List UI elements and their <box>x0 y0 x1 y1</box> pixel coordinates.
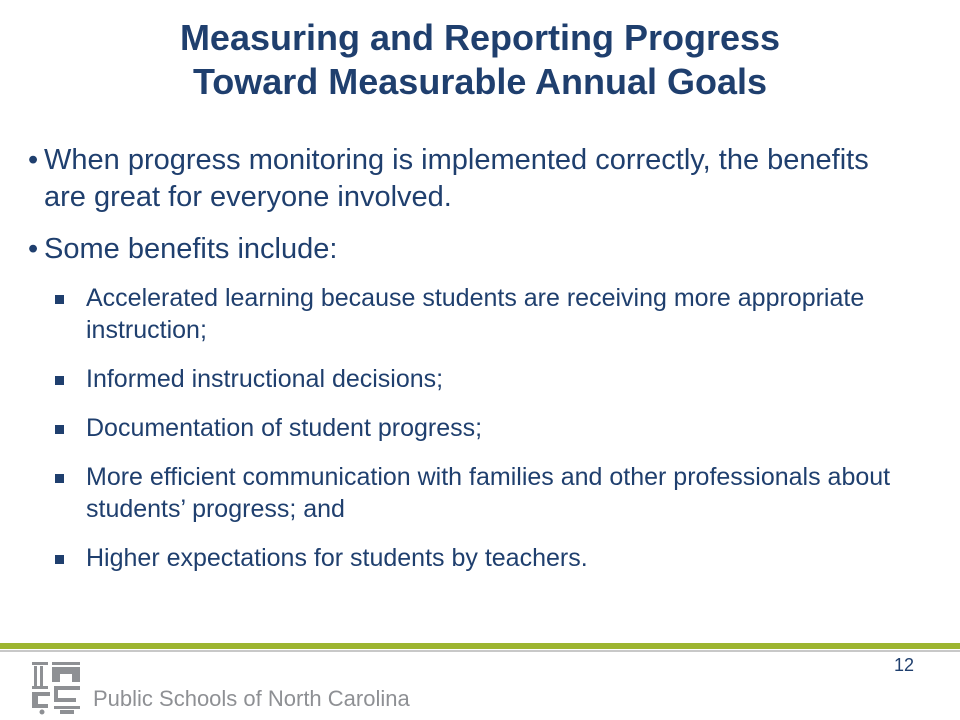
slide-title <box>0 16 960 104</box>
slide-title-line-2: Toward Measurable Annual Goals <box>192 61 768 102</box>
bullet-dot-icon: • <box>28 144 39 176</box>
bullet-text: When progress monitoring is implemented correctly, the benefits are great for everyone involved. <box>44 144 869 213</box>
page-number: 12 <box>893 655 914 675</box>
sub-bullet-text: Documentation of student progress; <box>86 414 483 442</box>
slide-title-line-1: Measuring and Reporting Progress <box>179 17 781 58</box>
square-bullet-icon <box>55 555 64 564</box>
sub-bullet-text: More efficient communication with families and other professionals about students’ progress; and <box>86 463 891 523</box>
square-bullet-icon <box>55 376 64 385</box>
sub-bullet-text: Higher expectations for students by teachers. <box>86 544 588 572</box>
slide-body <box>30 142 910 591</box>
bullet-text: Some benefits include: <box>44 233 338 265</box>
footer-divider <box>0 650 960 652</box>
sub-bullet-item <box>30 412 910 444</box>
square-bullet-icon <box>55 295 64 304</box>
sub-bullet-item <box>30 282 910 346</box>
square-bullet-icon <box>55 425 64 434</box>
sub-bullet-item <box>30 363 910 395</box>
sub-bullet-item <box>30 461 910 525</box>
sub-bullet-item <box>30 542 910 574</box>
nc-dpi-logo-icon <box>30 660 82 715</box>
sub-bullet-text: Accelerated learning because students are receiving more appropriate instruction; <box>86 284 865 344</box>
footer-accent-rule <box>0 643 960 649</box>
square-bullet-icon <box>55 474 64 483</box>
bullet-item <box>30 231 910 268</box>
sub-bullet-text: Informed instructional decisions; <box>86 365 444 393</box>
bullet-item <box>30 142 910 216</box>
bullet-dot-icon: • <box>28 233 39 265</box>
organization-name: Public Schools of North Carolina <box>93 686 410 711</box>
